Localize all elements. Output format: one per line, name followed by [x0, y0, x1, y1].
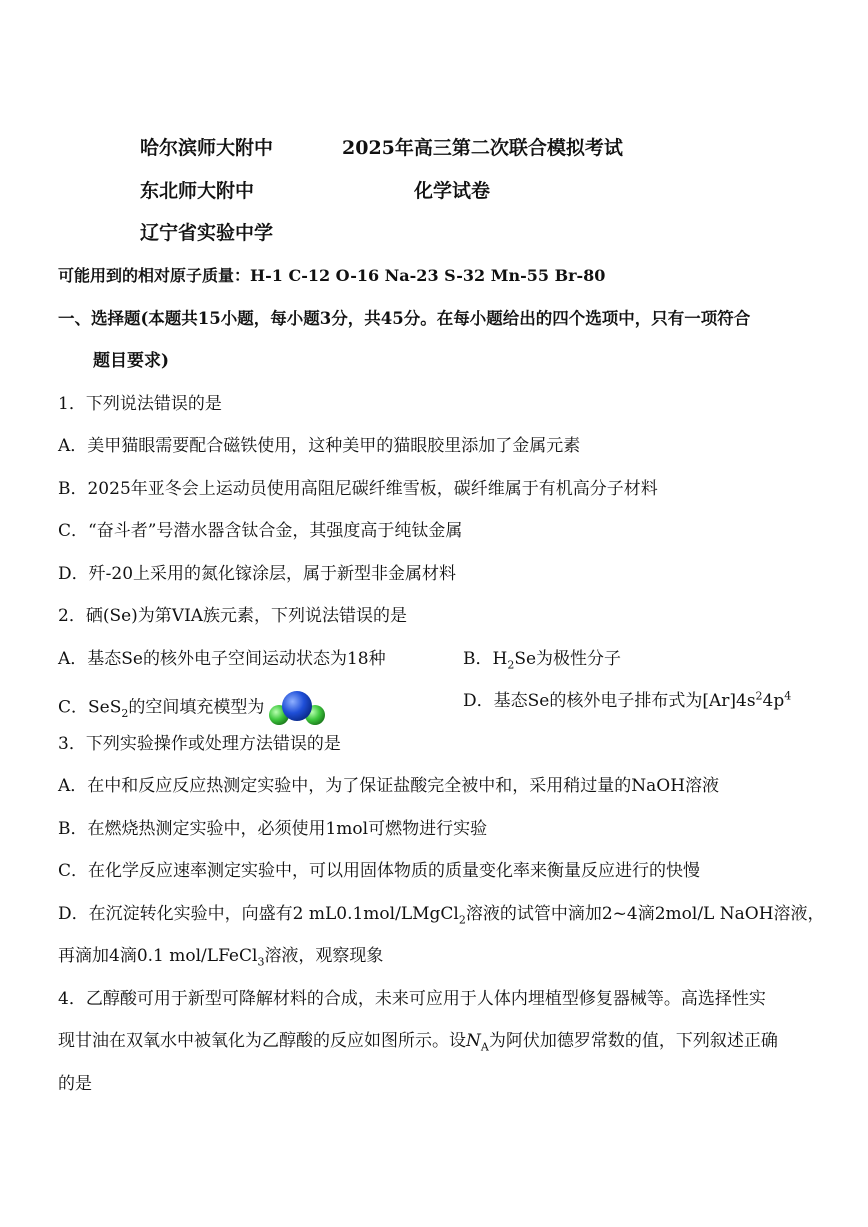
q3-stem: 3．下列实验操作或处理方法错误的是 — [58, 734, 341, 754]
q1-option-a: A．美甲猫眼需要配合磁铁使用，这种美甲的猫眼胶里添加了金属元素 — [58, 436, 581, 456]
q3-option-d-line1: D．在沉淀转化实验中，向盛有2 mL0.1mol/LMgCl$_2$溶液的试管中滴加2~4滴2mol/L NaOH溶液， — [58, 904, 825, 927]
q3-option-c: C．在化学反应速率测定实验中，可以用固体物质的质量变化率来衡量反应进行的快慢 — [58, 861, 701, 881]
q2-option-d: D．基态Se的核外电子排布式为$[Ar]4s^24p^4$ — [463, 689, 792, 711]
q1-option-c: C．“奋斗者”号潜水器含钛合金，其强度高于纯钛金属 — [58, 521, 463, 541]
q2-option-c: C．SeS$_2$的空间填充模型为 — [58, 689, 328, 727]
q3-option-d-line2: 再滴加4滴0.1 mol/LFeCl$_3$溶液，观察现象 — [58, 946, 384, 969]
q3-option-b: B．在燃烧热测定实验中，必须使用1mol可燃物进行实验 — [58, 819, 488, 839]
q2-stem: 2．硒(Se)为第VIA族元素，下列说法错误的是 — [58, 606, 408, 626]
q4-stem-line3: 的是 — [58, 1074, 92, 1094]
q2-option-a: A．基态Se的核外电子空间运动状态为18种 — [58, 649, 386, 669]
q1-option-d: D．歼-20上采用的氮化镓涂层，属于新型非金属材料 — [58, 564, 457, 584]
school-name-2: 东北师大附中 — [140, 180, 255, 202]
sescl2-space-filling-model-image — [266, 689, 328, 727]
school-name-1: 哈尔滨师大附中 — [140, 137, 274, 159]
q1-option-b: B．2025年亚冬会上运动员使用高阻尼碳纤维雪板，碳纤维属于有机高分子材料 — [58, 479, 658, 499]
section-title-line1: 一、选择题(本题共15小题，每小题3分，共45分。在每小题给出的四个选项中，只有一项符合 — [58, 309, 751, 328]
q1-stem: 1．下列说法错误的是 — [58, 394, 222, 414]
subject-title: 化学试卷 — [414, 180, 491, 202]
exam-title: 2025年高三第二次联合模拟考试 — [342, 137, 623, 159]
q2-option-b: B．$H_2Se$为极性分子 — [463, 649, 622, 672]
atomic-masses: 可能用到的相对原子质量：H-1 C-12 O-16 Na-23 S-32 Mn-55 Br-80 — [58, 266, 606, 285]
section-title-line2: 题目要求) — [93, 351, 170, 371]
school-name-3: 辽宁省实验中学 — [140, 222, 274, 244]
q4-stem-line2: 现甘油在双氧水中被氧化为乙醇酸的反应如图所示。设$N_A$为阿伏加德罗常数的值，下列叙述正确 — [58, 1031, 778, 1054]
q3-option-a: A．在中和反应反应热测定实验中，为了保证盐酸完全被中和，采用稍过量的NaOH溶液 — [58, 776, 720, 796]
q4-stem-line1: 4．乙醇酸可用于新型可降解材料的合成，未来可应用于人体内埋植型修复器械等。高选择性实 — [58, 989, 766, 1009]
